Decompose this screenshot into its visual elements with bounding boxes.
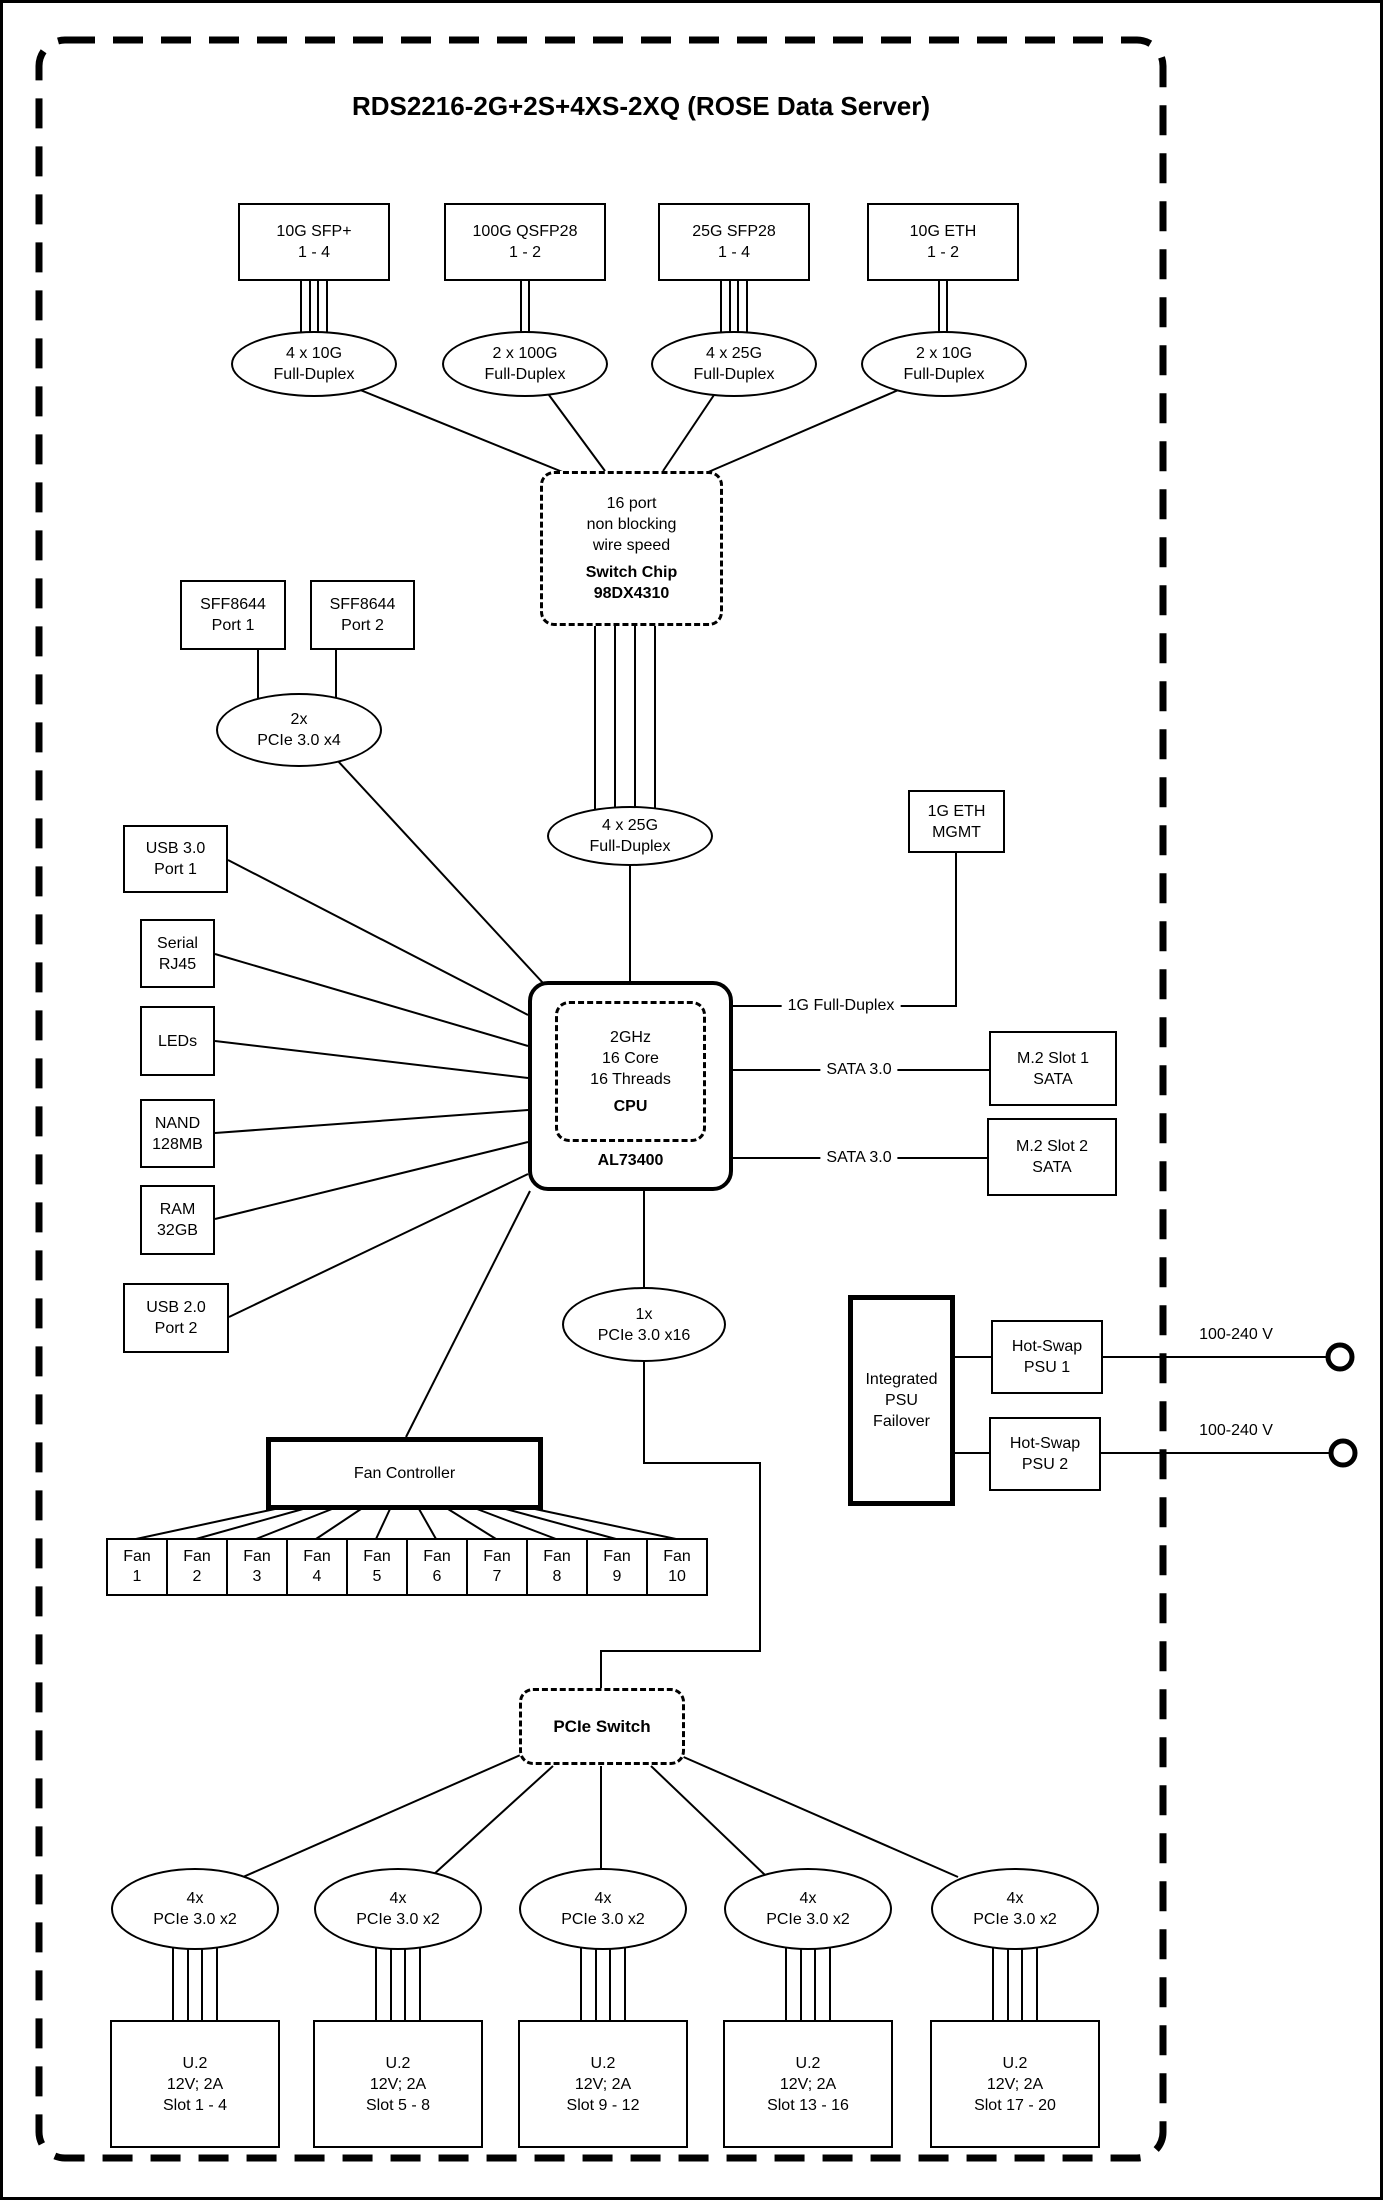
u2-label: U.2: [385, 2054, 411, 2072]
switch-chip: [540, 471, 723, 626]
link-type: PCIe 3.0 x2: [561, 1911, 645, 1928]
link-count: 4x: [1006, 1890, 1024, 1907]
link-ellipse-u2-3: [519, 1868, 687, 1950]
pcie-switch-label: PCIe Switch: [553, 1717, 651, 1736]
link-type: PCIe 3.0 x2: [356, 1911, 440, 1928]
cpu-core-spec: [555, 1001, 706, 1142]
psu-failover-label: PSU: [885, 1392, 918, 1409]
psu-number: PSU 1: [1023, 1359, 1071, 1376]
m2-label: M.2 Slot 2: [1015, 1138, 1089, 1155]
port-range: 1 - 4: [297, 244, 330, 261]
fan-number: 7: [492, 1568, 502, 1585]
link-count: 4x: [594, 1890, 612, 1907]
link-speed: 2 x 10G: [915, 345, 973, 362]
edge-label-sata-1: SATA 3.0: [820, 1061, 897, 1079]
sff8644-port2: [310, 580, 415, 650]
m2-slot1-box: [989, 1031, 1117, 1106]
psu-number: PSU 2: [1021, 1456, 1069, 1473]
fan-box-6: [406, 1538, 468, 1596]
u2-slot-box-3: [518, 2020, 688, 2148]
fan-number: 8: [552, 1568, 562, 1585]
fan-label: Fan: [603, 1548, 631, 1565]
link-mode: Full-Duplex: [693, 366, 775, 383]
diagram-title: RDS2216-2G+2S+4XS-2XQ (ROSE Data Server): [351, 91, 931, 121]
psu-failover-label: Failover: [873, 1413, 930, 1430]
mgmt-label: MGMT: [932, 823, 981, 841]
link-type: PCIe 3.0 x4: [257, 732, 341, 749]
fan-number: 4: [312, 1568, 322, 1585]
cpu-threads: 16 Threads: [590, 1070, 671, 1088]
fan-box-9: [586, 1538, 648, 1596]
fan-number: 2: [192, 1568, 202, 1585]
fan-label: Fan: [123, 1548, 151, 1565]
usb3-port1-box: [123, 825, 228, 893]
u2-power: 12V; 2A: [986, 2075, 1044, 2093]
port-range: 1 - 4: [717, 244, 750, 261]
m2-interface: SATA: [1033, 1070, 1073, 1088]
m2-interface: SATA: [1032, 1159, 1072, 1176]
fan-label: Fan: [363, 1548, 391, 1565]
link-type: PCIe 3.0 x2: [153, 1911, 237, 1928]
port-label: 10G SFP+: [276, 223, 352, 240]
power-inlet-1: [1328, 1345, 1352, 1369]
cpu-clock: 2GHz: [610, 1028, 651, 1046]
cpu-label: CPU: [613, 1097, 648, 1115]
u2-label: U.2: [1002, 2054, 1028, 2072]
hot-swap-psu1-box: [991, 1320, 1103, 1394]
u2-slot-box-5: [930, 2020, 1100, 2148]
fan-label: Fan: [483, 1548, 511, 1565]
switch-chip-feature: wire speed: [592, 537, 671, 554]
peripheral-detail: 32GB: [157, 1222, 198, 1239]
u2-slot-range: Slot 17 - 20: [974, 2096, 1056, 2114]
fan-controller-label: Fan Controller: [353, 1465, 456, 1482]
fan-box-7: [466, 1538, 528, 1596]
fan-label: Fan: [303, 1548, 331, 1565]
usb2-port2-box: [123, 1283, 229, 1353]
u2-slot-box-1: [110, 2020, 280, 2148]
link-count: 1x: [635, 1305, 653, 1323]
peripheral-label: USB 3.0: [145, 840, 206, 857]
psu-type: Hot-Swap: [1009, 1435, 1081, 1452]
sff-port: Port 1: [211, 617, 255, 634]
port-range: 1 - 2: [926, 244, 959, 261]
port-range: 1 - 2: [508, 244, 541, 261]
mgmt-port-box: [908, 790, 1005, 853]
link-ellipse-u2-1: [111, 1868, 279, 1950]
port-box-10g-sfp: [238, 203, 390, 281]
u2-power: 12V; 2A: [369, 2075, 427, 2093]
psu-type: Hot-Swap: [1011, 1338, 1083, 1355]
port-label: 10G ETH: [909, 223, 977, 240]
fan-number: 1: [132, 1568, 142, 1585]
link-ellipse-1x-pcie-x16: [562, 1287, 726, 1362]
link-speed: 4 x 10G: [285, 345, 343, 362]
sff-label: SFF8644: [329, 596, 396, 613]
u2-slot-range: Slot 1 - 4: [162, 2096, 228, 2114]
u2-label: U.2: [590, 2054, 616, 2072]
link-ellipse-2x100g: [442, 331, 608, 397]
switch-chip-ports: 16 port: [606, 495, 657, 512]
link-type: PCIe 3.0 x2: [766, 1911, 850, 1928]
leds-box: [140, 1006, 215, 1076]
serial-rj45-box: [140, 919, 215, 988]
peripheral-detail: RJ45: [158, 955, 197, 973]
fan-number: 10: [668, 1568, 686, 1585]
peripheral-detail: 128MB: [152, 1135, 203, 1153]
pcie-switch-box: [519, 1688, 685, 1765]
u2-label: U.2: [795, 2054, 821, 2072]
peripheral-label: NAND: [154, 1114, 201, 1132]
fan-number: 3: [252, 1568, 262, 1585]
peripheral-detail: Port 2: [154, 1320, 198, 1337]
switch-chip-name: Switch Chip: [585, 564, 678, 581]
link-ellipse-u2-5: [931, 1868, 1099, 1950]
port-box-100g-qsfp28: [444, 203, 606, 281]
link-ellipse-2x-pcie-x4: [216, 693, 382, 767]
fan-controller-box: [266, 1437, 543, 1510]
peripheral-label: LEDs: [157, 1032, 198, 1050]
peripheral-label: Serial: [157, 934, 198, 952]
port-label: 100G QSFP28: [472, 223, 578, 240]
ram-box: [140, 1185, 215, 1255]
edge-label-1g-full-duplex: 1G Full-Duplex: [782, 997, 901, 1015]
u2-power: 12V; 2A: [166, 2075, 224, 2093]
fan-box-3: [226, 1538, 288, 1596]
link-speed: 4 x 25G: [601, 817, 659, 834]
link-mode: Full-Duplex: [273, 366, 355, 383]
u2-slot-range: Slot 5 - 8: [365, 2096, 431, 2114]
fan-number: 5: [372, 1568, 382, 1585]
m2-slot2-box: [987, 1118, 1117, 1196]
hot-swap-psu2-box: [989, 1417, 1101, 1491]
link-speed: 2 x 100G: [492, 345, 558, 362]
edge-label-sata-2: SATA 3.0: [820, 1149, 897, 1167]
sff-label: SFF8644: [200, 596, 266, 613]
link-ellipse-4x25g: [651, 331, 817, 397]
fan-box-2: [166, 1538, 228, 1596]
fan-label: Fan: [423, 1548, 451, 1565]
mgmt-speed: 1G ETH: [927, 802, 986, 820]
link-count: 2x: [290, 711, 308, 728]
u2-label: U.2: [182, 2054, 208, 2072]
m2-label: M.2 Slot 1: [1016, 1049, 1090, 1067]
link-ellipse-2x10g: [861, 331, 1027, 397]
fan-label: Fan: [543, 1548, 571, 1565]
u2-slot-box-4: [723, 2020, 893, 2148]
link-ellipse-u2-4: [724, 1868, 892, 1950]
fan-box-10: [646, 1538, 708, 1596]
port-box-25g-sfp28: [658, 203, 810, 281]
fan-box-8: [526, 1538, 588, 1596]
psu-failover-box: [848, 1295, 955, 1506]
link-count: 4x: [799, 1890, 817, 1907]
label-voltage-2: 100-240 V: [1199, 1422, 1273, 1439]
fan-label: Fan: [183, 1548, 211, 1565]
link-ellipse-4x10g: [231, 331, 397, 397]
link-speed: 4 x 25G: [705, 345, 763, 362]
link-ellipse-u2-2: [314, 1868, 482, 1950]
fan-number: 6: [432, 1568, 442, 1585]
power-inlet-2: [1331, 1441, 1355, 1465]
link-ellipse-uplink-4x25g: [547, 806, 713, 866]
fan-number: 9: [612, 1568, 622, 1585]
u2-slot-range: Slot 9 - 12: [566, 2096, 640, 2114]
link-count: 4x: [186, 1890, 204, 1907]
sff8644-port1: [180, 580, 286, 650]
nand-box: [140, 1099, 215, 1168]
u2-power: 12V; 2A: [574, 2075, 632, 2093]
u2-slot-box-2: [313, 2020, 483, 2148]
switch-chip-model: 98DX4310: [593, 585, 670, 602]
port-box-10g-eth: [867, 203, 1019, 281]
fan-box-1: [106, 1538, 168, 1596]
link-mode: Full-Duplex: [484, 366, 566, 383]
peripheral-label: USB 2.0: [146, 1299, 206, 1316]
port-label: 25G SFP28: [692, 223, 776, 240]
cpu-model: AL73400: [597, 1152, 664, 1169]
switch-chip-feature: non blocking: [586, 516, 677, 533]
link-count: 4x: [389, 1890, 407, 1907]
u2-power: 12V; 2A: [779, 2075, 837, 2093]
peripheral-label: RAM: [159, 1201, 196, 1218]
psu-failover-label: Integrated: [865, 1371, 938, 1388]
fan-label: Fan: [243, 1548, 271, 1565]
label-voltage-1: 100-240 V: [1199, 1326, 1273, 1343]
cpu-cores: 16 Core: [602, 1049, 659, 1067]
fan-box-5: [346, 1538, 408, 1596]
fan-box-4: [286, 1538, 348, 1596]
link-mode: Full-Duplex: [903, 366, 985, 383]
peripheral-detail: Port 1: [154, 861, 197, 878]
fan-label: Fan: [663, 1548, 691, 1565]
link-type: PCIe 3.0 x2: [973, 1911, 1057, 1928]
link-type: PCIe 3.0 x16: [597, 1326, 691, 1344]
link-mode: Full-Duplex: [589, 838, 671, 855]
sff-port: Port 2: [341, 617, 384, 634]
u2-slot-range: Slot 13 - 16: [767, 2096, 849, 2114]
cpu-box: [528, 981, 733, 1191]
